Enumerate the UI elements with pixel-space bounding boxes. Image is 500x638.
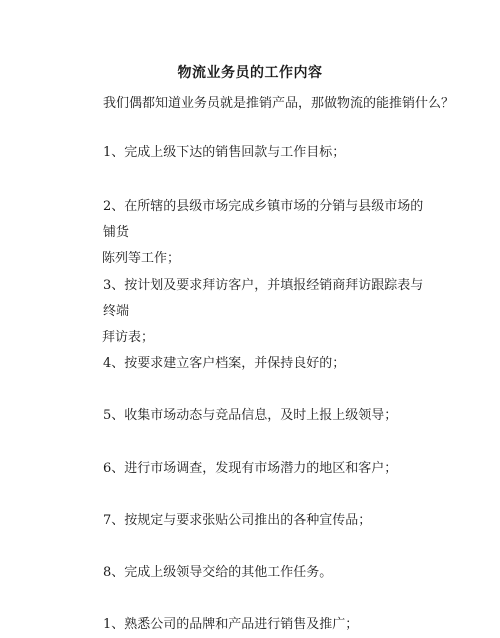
list-item-text: 5、收集市场动态与竞品信息，及时上报上级领导； — [103, 408, 398, 423]
list-item — [103, 560, 425, 586]
intro-paragraph: 我们偶都知道业务员就是推销产品，那做物流的能推销什么？ — [103, 96, 455, 111]
list-item — [103, 612, 425, 638]
list-item — [103, 403, 425, 429]
list-item-text: 8、完成上级领导交给的其他工作任务。 — [103, 565, 333, 580]
list-item — [103, 140, 425, 166]
list-item-text-continued: 拜访表； — [102, 330, 155, 345]
list-item — [103, 508, 425, 534]
list-item-text: 1、熟悉公司的品牌和产品进行销售及推广； — [103, 617, 359, 632]
list-item-text: 6、进行市场调查，发现有市场潜力的地区和客户； — [103, 461, 398, 476]
list-item — [103, 351, 425, 377]
list-item-text: 3、按计划及要求拜访客户，并填报经销商拜访跟踪表与终端 — [103, 278, 424, 319]
list-item — [103, 273, 425, 351]
document-title: 物流业务员的工作内容 — [177, 65, 323, 81]
list-item-text: 4、按要求建立客户档案，并保持良好的； — [103, 356, 346, 371]
list-item — [103, 194, 425, 272]
list-item-text: 1、完成上级下达的销售回款与工作目标； — [103, 145, 346, 160]
list-item-text: 2、在所辖的县级市场完成乡镇市场的分销与县级市场的铺货 — [103, 199, 424, 240]
list-item-text: 7、按规定与要求张贴公司推出的各种宣传品； — [103, 513, 372, 528]
list-item-text-continued: 陈列等工作； — [102, 251, 181, 266]
list-item — [103, 456, 425, 482]
